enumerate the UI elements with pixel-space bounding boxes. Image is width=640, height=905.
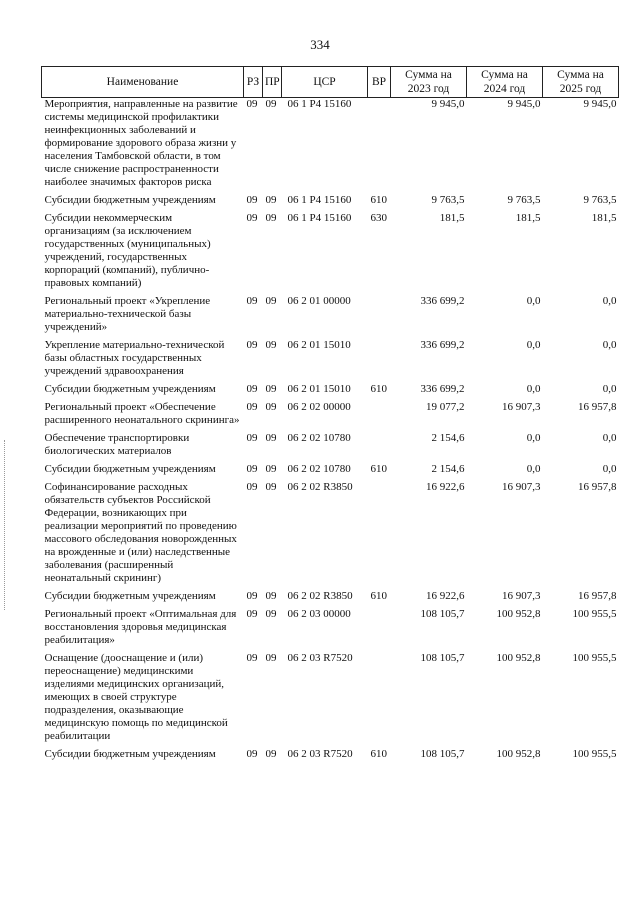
row-name: Мероприятия, направленные на развитие системы медицинской профилактики неинфекционных заболеваний и формирование здорового образа жизни у населения Тамбовской области, в том числе снижение распространенности наиболее значимых факторов риска [44, 98, 238, 188]
row-csr: 06 2 02 R3850 [287, 590, 353, 602]
row-rz: 09 [246, 748, 258, 760]
row-rz: 09 [246, 339, 258, 351]
row-rz: 09 [246, 194, 258, 206]
row-csr: 06 2 03 00000 [287, 608, 351, 620]
row-pr: 09 [265, 748, 277, 760]
header-pr: ПР [263, 67, 282, 98]
row-name: Обеспечение транспортировки биологических материалов [44, 432, 190, 457]
row-name: Субсидии бюджетным учреждениям [44, 383, 216, 395]
table-row [42, 652, 619, 748]
header-vr: ВР [368, 67, 391, 98]
row-sum-2023: 9 763,5 [431, 194, 465, 206]
row-name: Укрепление материально-технической базы областных государственных учреждений здравоохранения [44, 339, 225, 377]
row-name: Софинансирование расходных обязательств субъектов Российской Федерации, возникающих при реализации мероприятий по проведению массового обследования новорожденных на врожденные и (или) наследственные заболевания (расширенный неонатальный скрининг) [44, 481, 237, 584]
table-row [42, 194, 619, 212]
row-pr: 09 [265, 401, 277, 413]
row-sum-2025: 16 957,8 [578, 590, 617, 602]
table-row [42, 748, 619, 766]
row-sum-2024: 16 907,3 [502, 590, 541, 602]
row-sum-2024: 9 945,0 [507, 98, 541, 110]
row-csr: 06 2 01 15010 [287, 339, 351, 351]
row-csr: 06 2 01 15010 [287, 383, 351, 395]
table-row [42, 339, 619, 383]
row-vr [368, 295, 391, 339]
header-csr: ЦСР [282, 67, 368, 98]
header-rz: РЗ [244, 67, 263, 98]
row-csr: 06 2 02 R3850 [287, 481, 353, 493]
row-sum-2024: 100 952,8 [496, 652, 541, 664]
row-vr: 610 [370, 748, 387, 760]
row-sum-2023: 108 105,7 [420, 652, 465, 664]
table-row [42, 590, 619, 608]
row-pr: 09 [265, 463, 277, 475]
row-sum-2023: 108 105,7 [420, 608, 465, 620]
row-vr: 610 [370, 463, 387, 475]
row-sum-2023: 181,5 [439, 212, 465, 224]
table-row [42, 383, 619, 401]
table-row [42, 295, 619, 339]
row-rz: 09 [246, 652, 258, 664]
row-csr: 06 2 02 10780 [287, 463, 351, 475]
row-pr: 09 [265, 295, 277, 307]
row-sum-2024: 16 907,3 [502, 401, 541, 413]
table-row [42, 432, 619, 463]
row-sum-2025: 0,0 [602, 383, 617, 395]
row-sum-2025: 9 763,5 [583, 194, 617, 206]
page-number: 334 [310, 37, 330, 52]
row-name: Региональный проект «Укрепление материально-технической базы учреждений» [44, 295, 211, 333]
row-vr: 610 [370, 590, 387, 602]
row-sum-2024: 181,5 [515, 212, 541, 224]
row-sum-2025: 16 957,8 [578, 401, 617, 413]
row-csr: 06 2 02 10780 [287, 432, 351, 444]
row-pr: 09 [265, 432, 277, 444]
header-sum-2023: Сумма на 2023 год [391, 67, 467, 98]
row-sum-2024: 0,0 [526, 383, 541, 395]
row-csr: 06 1 Р4 15160 [287, 212, 352, 224]
row-rz: 09 [246, 608, 258, 620]
row-pr: 09 [265, 652, 277, 664]
row-sum-2024: 0,0 [526, 432, 541, 444]
row-rz: 09 [246, 212, 258, 224]
row-sum-2025: 100 955,5 [572, 748, 617, 760]
row-sum-2025: 100 955,5 [572, 652, 617, 664]
row-rz: 09 [246, 98, 258, 110]
row-sum-2024: 16 907,3 [502, 481, 541, 493]
row-sum-2023: 336 699,2 [420, 339, 465, 351]
row-pr: 09 [265, 383, 277, 395]
row-rz: 09 [246, 401, 258, 413]
row-sum-2024: 100 952,8 [496, 608, 541, 620]
row-sum-2025: 100 955,5 [572, 608, 617, 620]
row-pr: 09 [265, 608, 277, 620]
table-row [42, 481, 619, 590]
row-vr [368, 339, 391, 383]
row-pr: 09 [265, 590, 277, 602]
row-vr [368, 652, 391, 748]
table-row [42, 463, 619, 481]
row-sum-2025: 9 945,0 [583, 98, 617, 110]
scan-edge-marks [4, 440, 7, 610]
row-rz: 09 [246, 432, 258, 444]
header-sum-2025: Сумма на 2025 год [543, 67, 619, 98]
row-vr [368, 401, 391, 432]
header-name: Наименование [42, 67, 244, 98]
row-sum-2025: 0,0 [602, 295, 617, 307]
row-pr: 09 [265, 339, 277, 351]
row-rz: 09 [246, 383, 258, 395]
table-row [42, 608, 619, 652]
row-vr [368, 98, 391, 195]
row-name: Региональный проект «Оптимальная для восстановления здоровья медицинская реабилитация» [44, 608, 237, 646]
row-sum-2023: 16 922,6 [426, 481, 465, 493]
row-vr [368, 481, 391, 590]
row-sum-2023: 336 699,2 [420, 295, 465, 307]
row-name: Оснащение (дооснащение и (или) переоснащение) медицинскими изделиями медицинских организаций, имеющих в своей структуре подразделения, оказывающие медицинскую помощь по медицинской реабилитации [44, 652, 228, 742]
header-sum-2024: Сумма на 2024 год [467, 67, 543, 98]
row-csr: 06 2 03 R7520 [287, 652, 353, 664]
row-vr [368, 432, 391, 463]
row-sum-2024: 9 763,5 [507, 194, 541, 206]
row-vr: 630 [370, 212, 387, 224]
row-rz: 09 [246, 463, 258, 475]
row-csr: 06 2 01 00000 [287, 295, 351, 307]
row-csr: 06 2 02 00000 [287, 401, 351, 413]
row-name: Субсидии бюджетным учреждениям [44, 194, 216, 206]
row-sum-2023: 2 154,6 [431, 432, 465, 444]
row-sum-2023: 19 077,2 [426, 401, 465, 413]
row-sum-2024: 0,0 [526, 295, 541, 307]
row-pr: 09 [265, 98, 277, 110]
row-sum-2024: 0,0 [526, 463, 541, 475]
table-row [42, 212, 619, 295]
row-name: Субсидии некоммерческим организациям (за исключением государственных (муниципальных) учреждений, государственных корпораций (компаний), публично-правовых компаний) [44, 212, 211, 289]
row-rz: 09 [246, 590, 258, 602]
table-header-row [42, 67, 619, 98]
row-sum-2025: 16 957,8 [578, 481, 617, 493]
row-sum-2025: 181,5 [591, 212, 617, 224]
row-vr: 610 [370, 194, 387, 206]
row-vr [368, 608, 391, 652]
table-row [42, 401, 619, 432]
row-sum-2023: 2 154,6 [431, 463, 465, 475]
row-csr: 06 1 Р4 15160 [287, 194, 352, 206]
row-sum-2023: 108 105,7 [420, 748, 465, 760]
row-csr: 06 2 03 R7520 [287, 748, 353, 760]
row-pr: 09 [265, 212, 277, 224]
table-row [42, 98, 619, 195]
row-sum-2024: 100 952,8 [496, 748, 541, 760]
row-sum-2023: 16 922,6 [426, 590, 465, 602]
row-rz: 09 [246, 481, 258, 493]
row-rz: 09 [246, 295, 258, 307]
row-name: Субсидии бюджетным учреждениям [44, 463, 216, 475]
row-sum-2023: 9 945,0 [431, 98, 465, 110]
row-sum-2025: 0,0 [602, 339, 617, 351]
row-name: Региональный проект «Обеспечение расширенного неонатального скрининга» [44, 401, 240, 426]
row-csr: 06 1 Р4 15160 [287, 98, 352, 110]
row-pr: 09 [265, 481, 277, 493]
row-sum-2024: 0,0 [526, 339, 541, 351]
row-sum-2023: 336 699,2 [420, 383, 465, 395]
table-body [42, 98, 619, 767]
row-vr: 610 [370, 383, 387, 395]
row-name: Субсидии бюджетным учреждениям [44, 748, 216, 760]
row-pr: 09 [265, 194, 277, 206]
row-sum-2025: 0,0 [602, 463, 617, 475]
row-sum-2025: 0,0 [602, 432, 617, 444]
budget-table [41, 66, 619, 766]
row-name: Субсидии бюджетным учреждениям [44, 590, 216, 602]
